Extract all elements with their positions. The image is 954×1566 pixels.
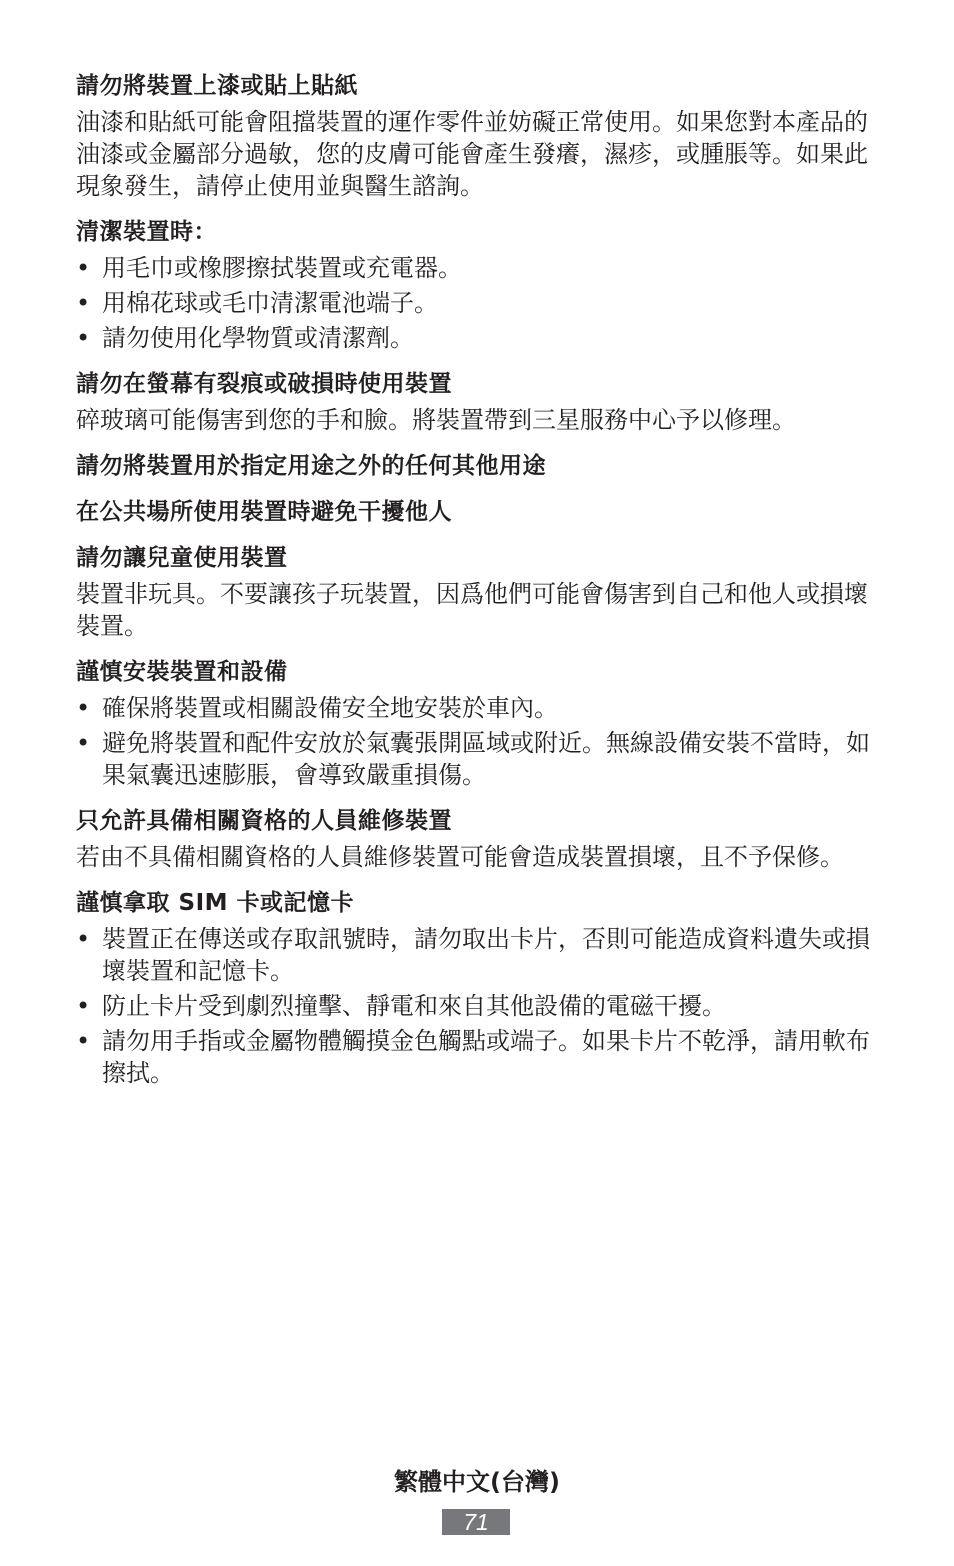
section-repair: [76, 805, 876, 873]
bullet-icon: •: [76, 925, 91, 953]
list-item-text: 防止卡片受到劇烈撞擊、靜電和來自其他設備的電磁干擾。: [102, 992, 726, 1020]
page-number: 71: [442, 1509, 510, 1535]
list-item: [76, 923, 876, 987]
bullet-icon: •: [76, 992, 91, 1020]
bullet-icon: •: [76, 254, 91, 282]
section-install: [76, 656, 876, 791]
section-body: 若由不具備相關資格的人員維修裝置可能會造成裝置損壞，且不予保修。: [76, 843, 844, 871]
bullet-icon: •: [76, 729, 91, 757]
section-body: 碎玻璃可能傷害到您的手和臉。將裝置帶到三星服務中心予以修理。: [76, 406, 796, 434]
section-heading: 請勿將裝置上漆或貼上貼紙: [76, 73, 358, 99]
section-body: 裝置非玩具。不要讓孩子玩裝置，因爲他們可能會傷害到自己和他人或損壞裝置。: [76, 580, 868, 640]
section-sim-card: [76, 887, 876, 1089]
bullet-list: [76, 692, 876, 791]
section-heading: 請勿將裝置用於指定用途之外的任何其他用途: [76, 453, 546, 479]
list-item: [76, 287, 876, 319]
bullet-icon: •: [76, 324, 91, 352]
bullet-icon: •: [76, 289, 91, 317]
list-item: [76, 322, 876, 354]
section-heading: 只允許具備相關資格的人員維修裝置: [76, 808, 452, 834]
list-item-text: 避免將裝置和配件安放於氣囊張開區域或附近。無線設備安裝不當時，如果氣囊迅速膨脹，會導致嚴重損傷。: [102, 729, 870, 789]
section-heading: 清潔裝置時：: [76, 219, 217, 245]
section-intended-use: [76, 450, 876, 482]
bullet-icon: •: [76, 694, 91, 722]
bullet-list: [76, 923, 876, 1089]
list-item-text: 請勿用手指或金屬物體觸摸金色觸點或端子。如果卡片不乾淨，請用軟布擦拭。: [102, 1027, 870, 1087]
section-no-paint: [76, 70, 876, 202]
section-body: 油漆和貼紙可能會阻擋裝置的運作零件並妨礙正常使用。如果您對本產品的油漆或金屬部分過敏，您的皮膚可能會產生發癢，濕疹，或腫脹等。如果此現象發生，請停止使用並與醫生諮詢。: [76, 108, 868, 200]
section-cracked-screen: [76, 368, 876, 436]
list-item: [76, 990, 876, 1022]
list-item-text: 用毛巾或橡膠擦拭裝置或充電器。: [102, 254, 462, 282]
list-item: [76, 692, 876, 724]
list-item-text: 用棉花球或毛巾清潔電池端子。: [102, 289, 438, 317]
section-cleaning: [76, 216, 876, 354]
section-public-places: [76, 496, 876, 528]
section-children: [76, 542, 876, 642]
section-heading: 請勿讓兒童使用裝置: [76, 545, 288, 571]
list-item: [76, 727, 876, 791]
list-item-text: 請勿使用化學物質或清潔劑。: [102, 324, 414, 352]
section-heading: 謹慎拿取 SIM 卡或記憶卡: [76, 890, 355, 916]
section-heading: 謹慎安裝裝置和設備: [76, 659, 288, 685]
list-item: [76, 1025, 876, 1089]
page-content: [76, 70, 876, 1103]
list-item: [76, 252, 876, 284]
section-heading: 在公共場所使用裝置時避免干擾他人: [76, 499, 452, 525]
list-item-text: 確保將裝置或相關設備安全地安裝於車內。: [102, 694, 558, 722]
footer-language: 繁體中文(台灣): [394, 1468, 560, 1496]
section-heading: 請勿在螢幕有裂痕或破損時使用裝置: [76, 371, 452, 397]
list-item-text: 裝置正在傳送或存取訊號時，請勿取出卡片，否則可能造成資料遺失或損壞裝置和記憶卡。: [102, 925, 870, 985]
bullet-list: [76, 252, 876, 354]
bullet-icon: •: [76, 1027, 91, 1055]
